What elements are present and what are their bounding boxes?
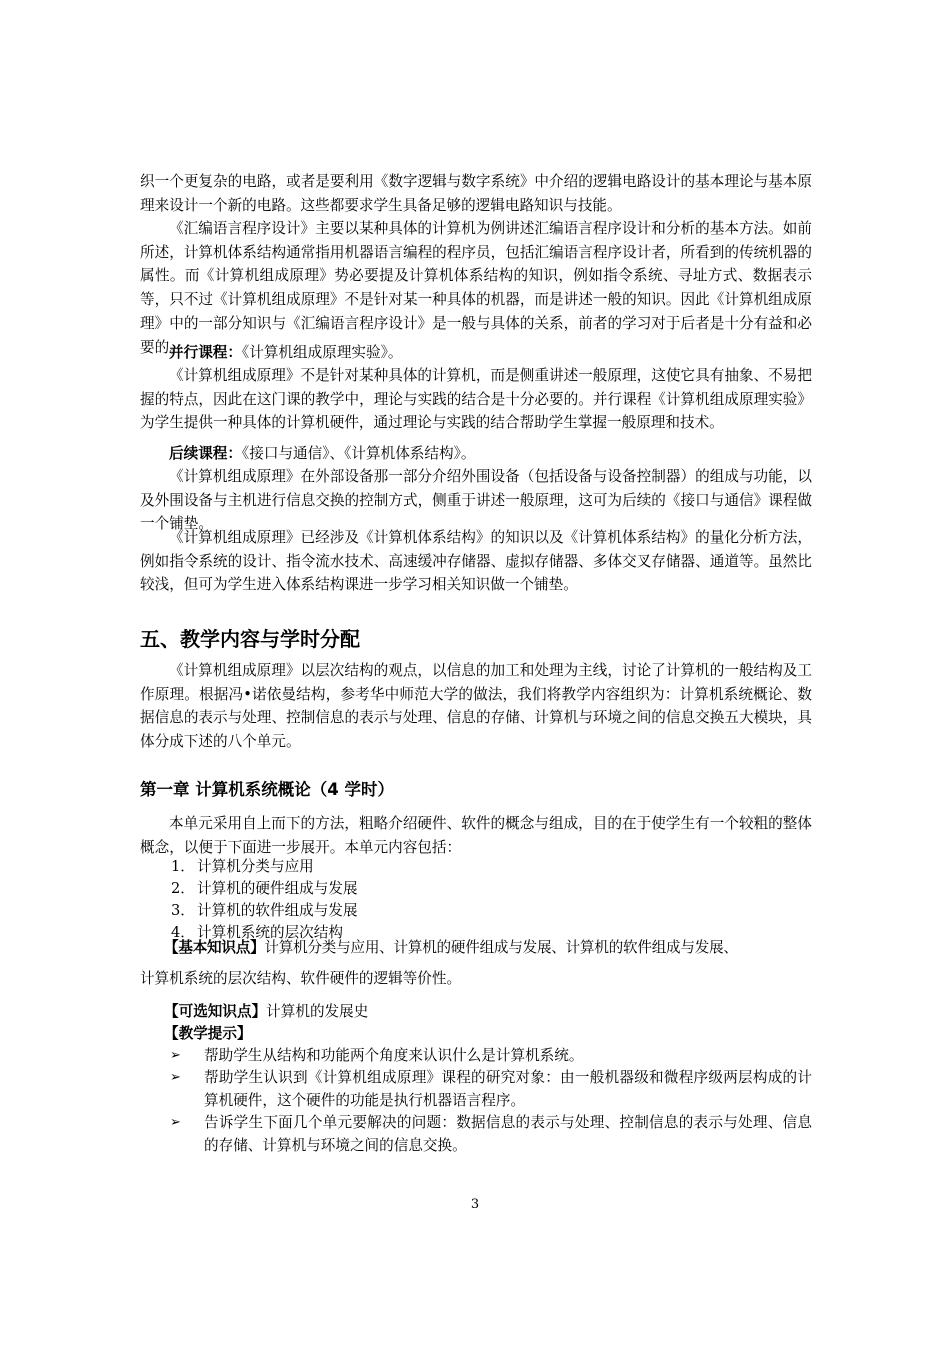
paragraph-follow-up-course xyxy=(140,442,812,466)
list-number: 4． xyxy=(171,924,195,941)
basic-knowledge-text: 计算机分类与应用、计算机的硬件组成与发展、计算机的软件组成与发展、 xyxy=(264,939,738,956)
paragraph-parallel-course xyxy=(140,341,812,365)
list-text: 计算机的软件组成与发展 xyxy=(197,902,358,919)
arrow-bullet-icon: ➢ xyxy=(170,1115,181,1130)
optional-knowledge-label: 【可选知识点】 xyxy=(164,1003,267,1020)
teaching-tips-heading xyxy=(164,1022,836,1046)
list-item xyxy=(171,899,358,922)
list-text: 计算机系统的层次结构 xyxy=(197,924,343,941)
parallel-course-text: 《计算机组成原理实验》。 xyxy=(241,344,403,361)
arrow-bullet-icon: ➢ xyxy=(170,1048,181,1063)
follow-up-course-label: 后续课程： xyxy=(169,445,242,462)
paragraph-architecture: 《计算机组成原理》已经涉及《计算机体系结构》的知识以及《计算机体系结构》的量化分析方法，例如指令系统的设计、指令流水技术、高速缓冲存储器、虚拟存储器、多体交叉存储器、通道等。虽然比较浅，但可为学生进入体系结构课进一步学习相关知识做一个铺垫。 xyxy=(140,529,812,594)
list-number: 2． xyxy=(171,880,195,897)
teaching-tip-text: 帮助学生认识到《计算机组成原理》课程的研究对象：由一般机器级和微程序级两层构成的计算机硬件，这个硬件的功能是执行机器语言程序。 xyxy=(204,1069,812,1109)
list-number: 3． xyxy=(171,902,195,919)
paragraph-peripherals: 《计算机组成原理》在外部设备那一部分介绍外围设备（包括设备与设备控制器）的组成与功能，以及外围设备与主机进行信息交换的控制方式，侧重于讲述一般原理，这可为后续的《接口与通信》课程做一个铺垫。 xyxy=(140,468,812,533)
page-number: 3 xyxy=(470,1197,480,1212)
basic-knowledge-points xyxy=(164,936,824,960)
follow-up-course-text: 《接口与通信》、《计算机体系结构》。 xyxy=(241,445,476,462)
chapter-intro: 本单元采用自上而下的方法，粗略介绍硬件、软件的概念与组成，目的在于使学生有一个较粗的整体概念，以便于下面进一步展开。本单元内容包括： xyxy=(140,815,812,856)
optional-knowledge-text: 计算机的发展史 xyxy=(266,1003,369,1020)
optional-knowledge-points xyxy=(164,1000,836,1024)
arrow-bullet-icon: ➢ xyxy=(170,1070,181,1085)
basic-knowledge-label: 【基本知识点】 xyxy=(164,939,265,956)
section-heading: 五、教学内容与学时分配 xyxy=(140,627,360,651)
list-text: 计算机的硬件组成与发展 xyxy=(197,880,358,897)
teaching-tip-text: 告诉学生下面几个单元要解决的问题：数据信息的表示与处理、控制信息的表示与处理、信息的存储、计算机与环境之间的信息交换。 xyxy=(204,1114,812,1154)
list-text: 计算机分类与应用 xyxy=(197,858,314,875)
list-number: 1． xyxy=(171,858,195,875)
basic-knowledge-continued: 计算机系统的层次结构、软件硬件的逻辑等价性。 xyxy=(140,970,462,987)
parallel-course-label: 并行课程： xyxy=(169,344,242,361)
section-intro: 《计算机组成原理》以层次结构的观点，以信息的加工和处理为主线，讨论了计算机的一般结构及工作原理。根据冯•诺依曼结构，参考华中师范大学的做法，我们将教学内容组织为：计算机系统概论、数据信息的表示与处理、控制信息的表示与处理、信息的存储、计算机与环境之间的信息交换五大模块，具体分成下述的八个单元。 xyxy=(140,662,812,751)
paragraph-assembly-language: 《汇编语言程序设计》主要以某种具体的计算机为例讲述汇编语言程序设计和分析的基本方法。如前所述，计算机体系结构通常指用机器语言编程的程序员，包括汇编语言程序设计者，所看到的传统机器的属性。而《计算机组成原理》势必要提及计算机体系结构的知识，例如指令系统、寻址方式、数据表示等，只不过《计算机组成原理》不是针对某一种具体的机器，而是讲述一般的知识。因此《计算机组成原理》中的一部分知识与《汇编语言程序设计》是一般与具体的关系，前者的学习对于后者是十分有益和必要的。 xyxy=(140,220,812,356)
list-item xyxy=(171,855,314,878)
chapter-heading: 第一章 计算机系统概论（4 学时） xyxy=(140,780,394,799)
list-item xyxy=(171,877,358,900)
paragraph-logic-circuits: 织一个更复杂的电路，或者是要利用《数字逻辑与数字系统》中介绍的逻辑电路设计的基本理论与基本原理来设计一个新的电路。这些都要求学生具备足够的逻辑电路知识与技能。 xyxy=(140,173,812,214)
teaching-tips-label: 【教学提示】 xyxy=(164,1025,252,1042)
teaching-tip-text: 帮助学生从结构和功能两个角度来认识什么是计算机系统。 xyxy=(204,1047,584,1064)
paragraph-theory-practice: 《计算机组成原理》不是针对某种具体的计算机，而是侧重讲述一般原理，这使它具有抽象、不易把握的特点，因此在这门课的教学中，理论与实践的结合是十分必要的。并行课程《计算机组成原理实验》为学生提供一种具体的计算机硬件，通过理论与实践的结合帮助学生掌握一般原理和技术。 xyxy=(140,367,812,432)
